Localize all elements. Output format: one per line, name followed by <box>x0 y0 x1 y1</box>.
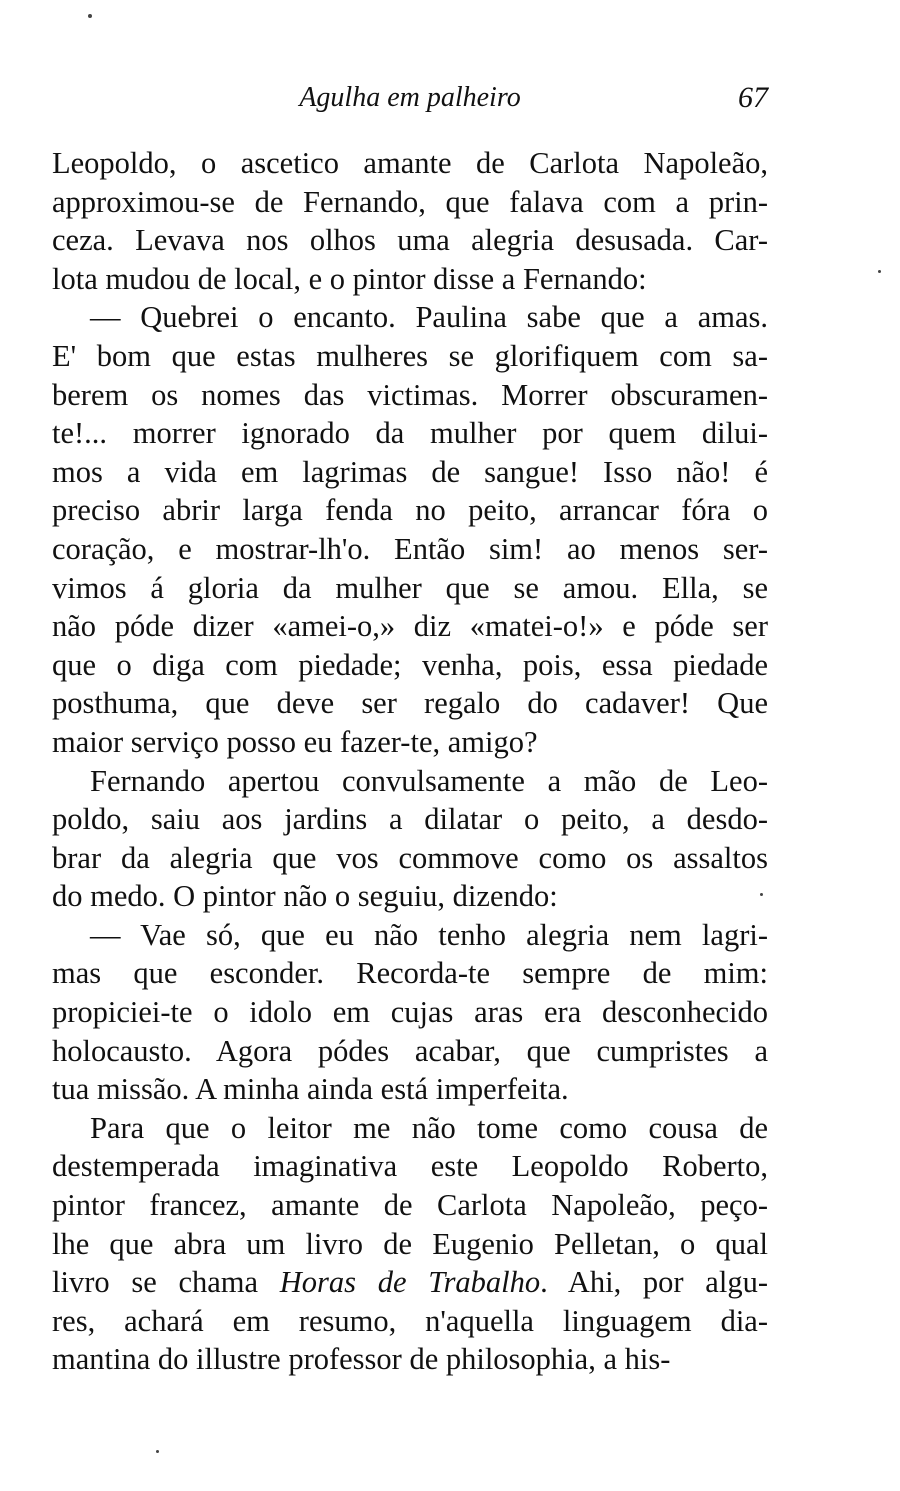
text-line: brar da alegria que vos commove como os assaltos <box>52 840 768 875</box>
body-text <box>52 144 768 1379</box>
paragraph <box>52 762 768 916</box>
text-line: lhe que abra um livro de Eugenio Pelletan, o qual <box>52 1226 768 1261</box>
text-line: mantina do illustre professor de philosophia, a his- <box>52 1342 671 1377</box>
paragraph <box>52 916 768 1109</box>
page-number: 67 <box>738 81 768 114</box>
text-line: Fernando apertou convulsamente a mão de Leo- <box>90 763 768 798</box>
text-line: mos a vida em lagrimas de sangue! Isso não! é <box>52 454 768 489</box>
book-title: Horas de Trabalho <box>279 1265 541 1300</box>
text-line: — Vae só, que eu não tenho alegria nem lagri- <box>90 917 768 952</box>
text-line: maior serviço posso eu fazer-te, amigo? <box>52 724 538 759</box>
paragraph <box>52 1109 768 1379</box>
text-line: coração, e mostrar-lh'o. Então sim! ao menos ser- <box>52 531 768 566</box>
text-line: berem os nomes das victimas. Morrer obscuramen- <box>52 377 768 412</box>
text-line: E' bom que estas mulheres se glorifiquem com sa- <box>52 338 768 373</box>
text-line: te!... morrer ignorado da mulher por quem dilui- <box>52 416 768 451</box>
text-line: do medo. O pintor não o seguiu, dizendo: <box>52 879 558 914</box>
text-line: poldo, saiu aos jardins a dilatar o peito, a desdo- <box>52 802 768 837</box>
text-line: pintor francez, amante de Carlota Napoleão, peço- <box>52 1188 768 1223</box>
text-line: approximou-se de Fernando, que falava com a prin- <box>52 184 768 219</box>
text-line: mas que esconder. Recorda-te sempre de mim: <box>52 956 768 991</box>
text-line: preciso abrir larga fenda no peito, arrancar fóra o <box>52 493 768 528</box>
text-line: vimos á gloria da mulher que se amou. Ella, se <box>52 570 768 605</box>
running-header <box>52 78 768 118</box>
text-line: livro se chama Horas de Trabalho. Ahi, por algu- <box>52 1265 768 1300</box>
running-title: Agulha em palheiro <box>299 82 521 113</box>
text-line: Leopoldo, o ascetico amante de Carlota Napoleão, <box>52 146 768 180</box>
text-line: ceza. Levava nos olhos uma alegria desusada. Car- <box>52 223 768 258</box>
paragraph <box>52 298 768 761</box>
print-speck <box>156 1450 159 1453</box>
text-line: não póde dizer «amei-o,» diz «matei-o!» e póde ser <box>52 609 768 644</box>
text-line: res, achará em resumo, n'aquella linguagem dia- <box>52 1303 768 1338</box>
text-line: Para que o leitor me não tome como cousa de <box>90 1110 768 1145</box>
text-line: lota mudou de local, e o pintor disse a Fernando: <box>52 261 647 296</box>
text-line: — Quebrei o encanto. Paulina sabe que a amas. <box>90 300 768 335</box>
text-line: propiciei-te o idolo em cujas aras era desconhecido <box>52 995 768 1030</box>
text-line: holocausto. Agora pódes acabar, que cumpristes a <box>52 1033 768 1068</box>
print-speck <box>878 270 881 273</box>
text-line: posthuma, que deve ser regalo do cadaver! Que <box>52 686 768 721</box>
text-line: que o diga com piedade; venha, pois, essa piedade <box>52 647 768 682</box>
print-speck <box>88 14 92 18</box>
paragraph <box>52 144 768 298</box>
text-line: tua missão. A minha ainda está imperfeita. <box>52 1072 569 1107</box>
text-line: destemperada imaginativa este Leopoldo Roberto, <box>52 1149 768 1184</box>
